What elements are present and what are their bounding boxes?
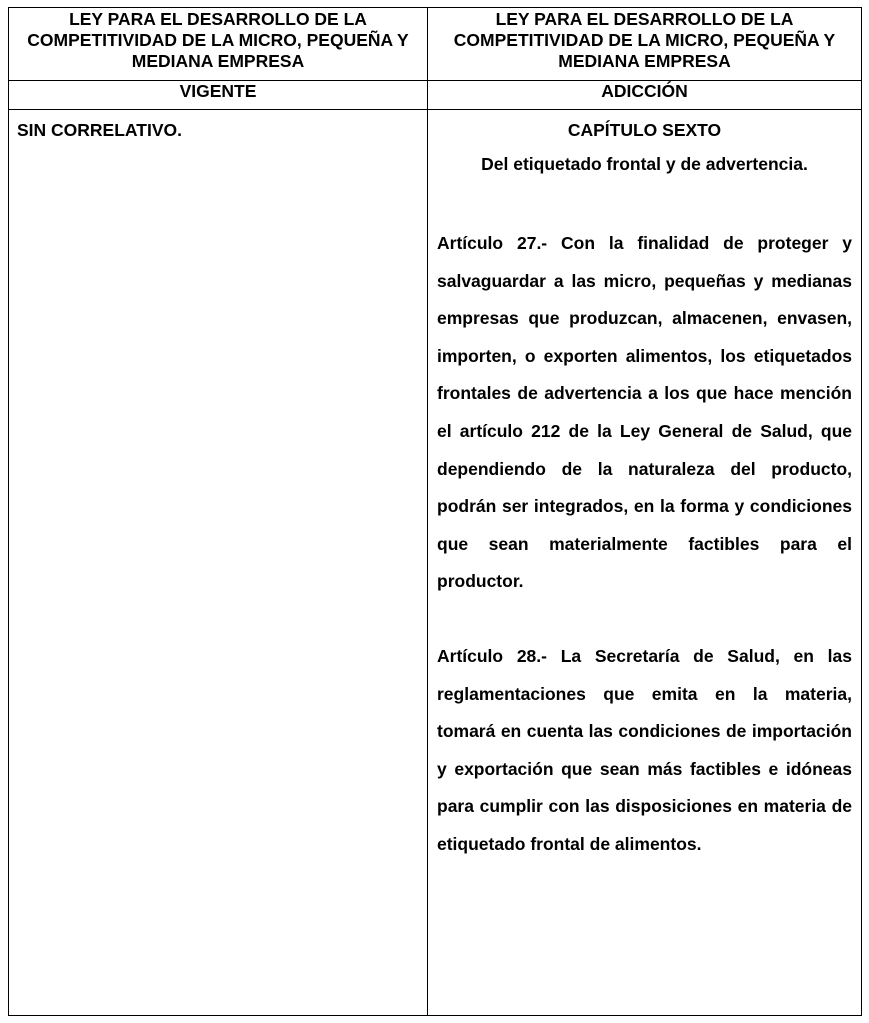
right-column-title: LEY PARA EL DESARROLLO DE LA COMPETITIVIDAD DE LA MICRO, PEQUEÑA Y MEDIANA EMPRESA: [428, 8, 862, 81]
left-column-status: VIGENTE: [9, 81, 428, 110]
body-row: [9, 110, 862, 1016]
article-28-text: Artículo 28.- La Secretaría de Salud, en las reglamentaciones que emita en la materia, tomará en cuenta las condiciones de importación y exportación que sean más factibles e idóneas para cumplir con las disposiciones en materia de etiquetado frontal de alimentos.: [437, 645, 852, 854]
header-title-row: [9, 8, 862, 81]
right-column-status: ADICCIÓN: [428, 81, 862, 110]
left-body-cell: [9, 110, 428, 1016]
left-body-text: SIN CORRELATIVO.: [17, 120, 182, 140]
chapter-heading: CAPÍTULO SEXTO: [567, 120, 722, 140]
right-body-cell: [428, 110, 862, 1016]
comparison-table: [8, 7, 862, 1016]
left-column-title: LEY PARA EL DESARROLLO DE LA COMPETITIVIDAD DE LA MICRO, PEQUEÑA Y MEDIANA EMPRESA: [9, 8, 428, 81]
header-status-row: [9, 81, 862, 110]
article-27-text: Artículo 27.- Con la finalidad de proteger y salvaguardar a las micro, pequeñas y medianas empresas que produzcan, almacenen, envasen, importen, o exporten alimentos, los etiquetados frontales de advertencia a los que hace mención el artículo 212 de la Ley General de Salud, que dependiendo de la naturaleza del producto, podrán ser integrados, en la forma y condiciones que sean materialmente factibles para el productor.: [437, 233, 852, 592]
chapter-subtitle: Del etiquetado frontal y de advertencia.: [481, 154, 808, 174]
